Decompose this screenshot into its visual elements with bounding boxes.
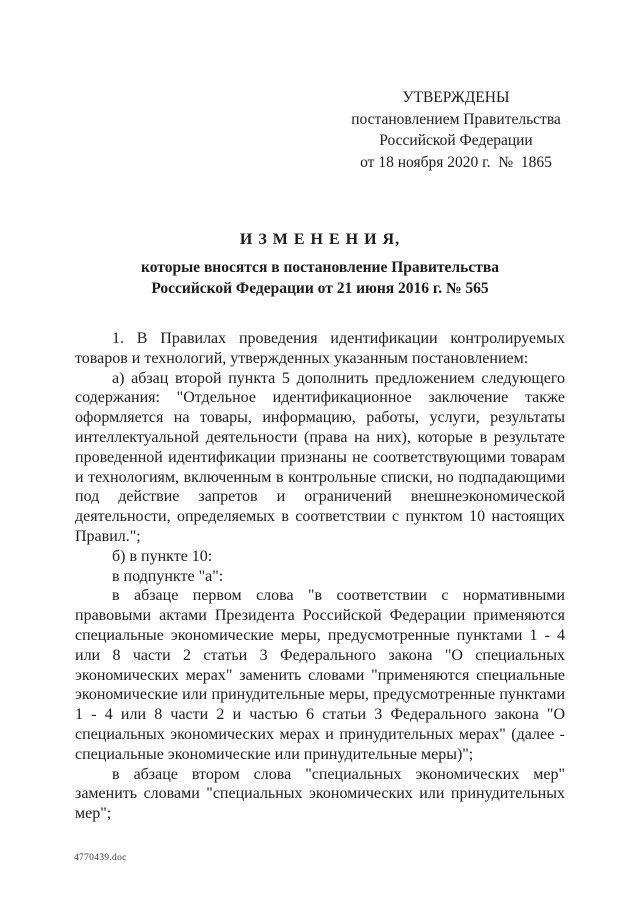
body-paragraph: в абзаце первом слова "в соответствии с нормативными правовыми актами Президента Российской Федерации применяются специальные экономические меры, предусмотренные пунктами 1 - 4 или 8 части 2 статьи 3 Федерального закона "О специальных экономических мерах" заменить словами "применяются специальные экономические или принудительные меры, предусмотренные пунктами 1 - 4 или 8 части 2 и частью 6 статьи 3 Федерального закона "О специальных экономических мерах и принудительных мерах" (далее - специальные экономические или принудительные меры)"; [75,587,565,763]
document-body [75,329,565,824]
approval-line: постановлением Правительства [351,110,561,128]
body-paragraph: в абзаце втором слова "специальных экономических мер" заменить словами "специальных экономических или принудительных мер"; [75,765,565,823]
body-paragraph: в подпункте "а": [112,567,224,585]
body-paragraph: б) в пункте 10: [112,547,213,565]
title-block [75,231,565,299]
approval-line: от 18 ноября 2020 г. № 1865 [360,153,552,171]
subtitle-line: Российской Федерации от 21 июня 2016 г. № 565 [151,280,489,297]
approval-line: Российской Федерации [379,132,533,149]
approval-block [348,87,564,173]
document-subtitle [75,257,565,299]
document-title: И З М Е Н Е Н И Я, [239,231,401,248]
footer-filename: 4770439.doc [74,853,127,863]
approval-line: УТВЕРЖДЕНЫ [402,89,510,106]
subtitle-line: которые вносятся в постановление Правительства [141,259,499,276]
body-paragraph: 1. В Правилах проведения идентификации контролируемых товаров и технологий, утвержденных указанным постановлением: [75,330,565,367]
body-paragraph: а) абзац второй пункта 5 дополнить предложением следующего содержания: "Отдельное идентификационное заключение также оформляется на товары, информацию, работы, услуги, результаты интеллектуальной деятельности (права на них), которые в результате проведенной идентификации признаны не соответствующими товарам и технологиям, включенным в контрольные списки, но подпадающими под действие запретов и ограничений внешнеэкономической деятельности, определяемых в соответствии с пунктом 10 настоящих Правил."; [75,369,565,545]
